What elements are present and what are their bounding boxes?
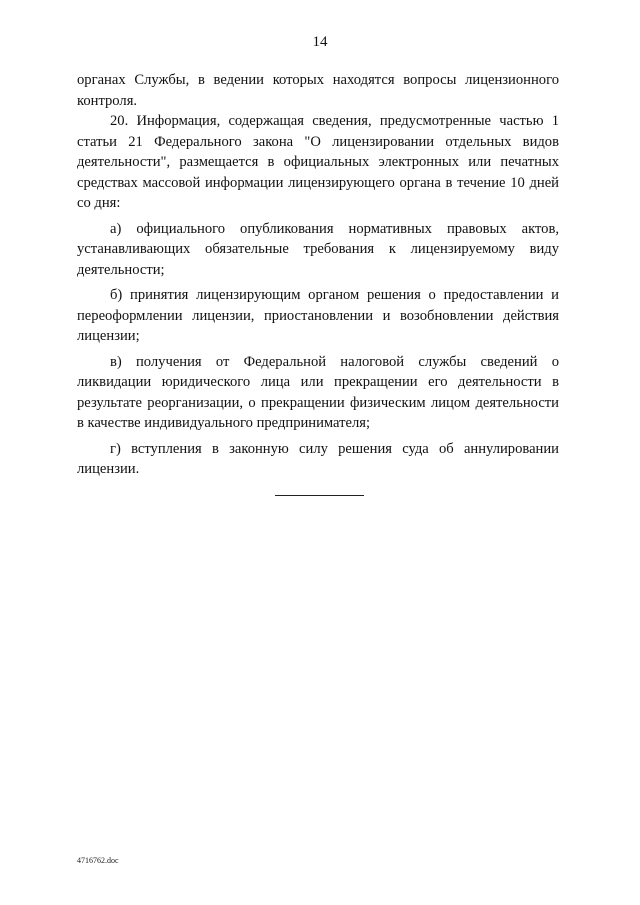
paragraph-subitem-b: б) принятия лицензирующим органом решения о предоставлении и переоформлении лицензии, приостановлении и возобновлении действия лицензии; (77, 287, 559, 344)
paragraph-subitem-v: в) получения от Федеральной налоговой службы сведений о ликвидации юридического лица или прекращении его деятельности в результате реорганизации, о прекращении физическим лицом деятельности в качестве индивидуального предпринимателя; (77, 353, 559, 431)
footer-document-code: 4716762.doc (77, 856, 119, 865)
end-divider-line (275, 495, 364, 496)
document-body (77, 70, 559, 480)
paragraph-subitem-g: г) вступления в законную силу решения суда об аннулировании лицензии. (77, 440, 559, 477)
page-number: 14 (312, 34, 328, 50)
paragraph-subitem-a: а) официального опубликования нормативных правовых актов, устанавливающих обязательные требования к лицензируемому виду деятельности; (77, 220, 559, 278)
paragraph-item-20: 20. Информация, содержащая сведения, предусмотренные частью 1 статьи 21 Федерального закона "О лицензировании отдельных видов деятельности", размещается в официальных электронных или печатных средствах массовой информации лицензирующего органа в течение 10 дней со дня: (77, 113, 559, 211)
paragraph-continuation: органах Службы, в ведении которых находятся вопросы лицензионного контроля. (77, 72, 559, 109)
